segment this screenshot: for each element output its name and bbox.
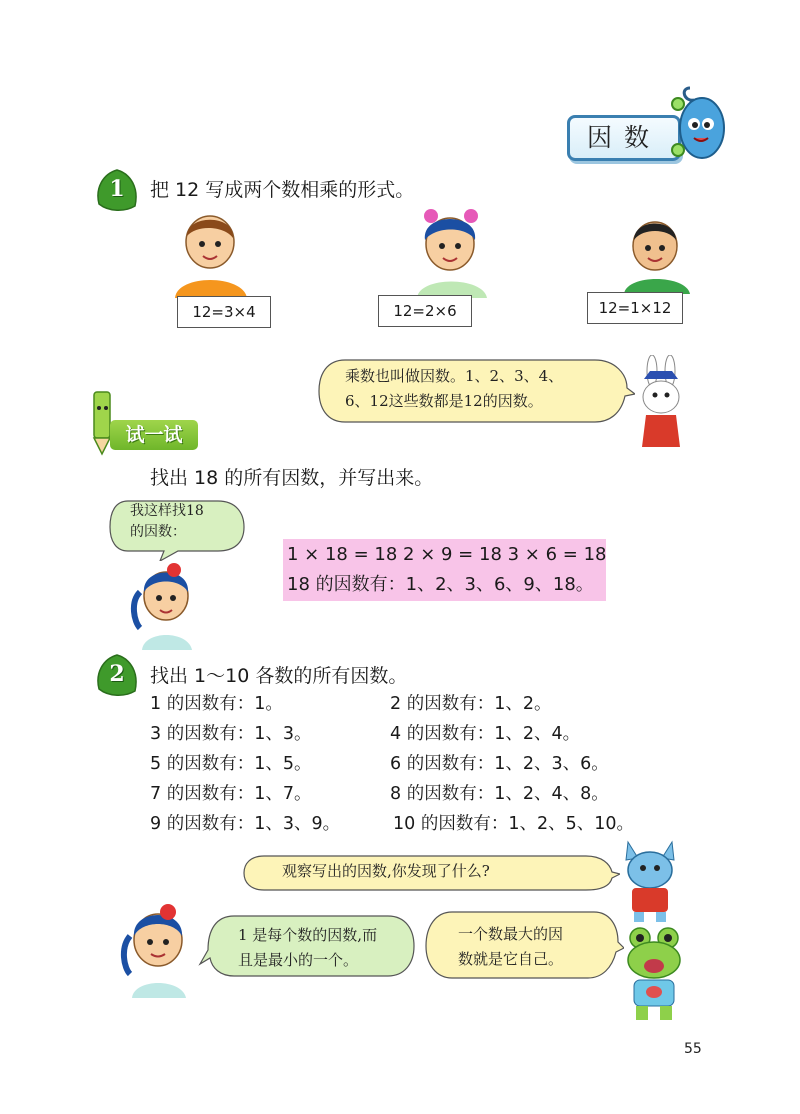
frog-bubble-line-2: 数就是它自己。 [458, 950, 564, 968]
girl-3-illustration [118, 902, 198, 998]
girl-2-illustration [130, 562, 200, 650]
girl-bubble2-line-2: 且是最小的一个。 [238, 951, 359, 969]
computer-mouse-mascot [660, 84, 730, 168]
girl-bubble-line-2: 的因数： [130, 524, 186, 540]
rabbit-illustration [630, 355, 692, 447]
card-12-3x4: 12=3×4 [177, 296, 271, 328]
factors-1: 1 的因数有：1。 [150, 694, 283, 714]
try-it-label: 试一试 [125, 424, 183, 446]
page-title: 因数 [586, 123, 661, 152]
rabbit-bubble-line-2: 6、12这些数都是12的因数。 [345, 392, 543, 410]
factors-9: 9 的因数有：1、3、9。 [150, 814, 341, 834]
rabbit-bubble-line-1: 乘数也叫做因数。1、2、3、4、 [345, 367, 564, 385]
girl-bubble2-line-1: 1 是每个数的因数,而 [238, 926, 378, 944]
try-it-banner [110, 420, 198, 450]
question-2-leaf-badge [95, 653, 139, 697]
factors-2: 2 的因数有：1、2。 [390, 694, 552, 714]
question-1-leaf-badge [95, 168, 139, 212]
frog-illustration [620, 926, 690, 1024]
factors-4: 4 的因数有：1、2、4。 [390, 724, 581, 744]
factors-3: 3 的因数有：1、3。 [150, 724, 312, 744]
factors-of-18-work: 1 × 18 = 18 2 × 9 = 18 3 × 6 = 18 [287, 544, 607, 565]
try-instruction: 找出 18 的所有因数，并写出来。 [150, 467, 434, 489]
boy-1-illustration [165, 208, 275, 298]
factors-of-18-result: 18 的因数有：1、2、3、6、9、18。 [287, 574, 594, 595]
factors-8: 8 的因数有：1、2、4、8。 [390, 784, 609, 804]
cat-illustration [618, 836, 682, 924]
girl-1-illustration [395, 204, 505, 298]
factors-7: 7 的因数有：1、7。 [150, 784, 312, 804]
cat-bubble-text: 观察写出的因数,你发现了什么? [282, 862, 490, 880]
question-2-text: 找出 1～10 各数的所有因数。 [150, 665, 408, 687]
factors-10: 10 的因数有：1、2、5、10。 [393, 814, 635, 834]
factors-5: 5 的因数有：1、5。 [150, 754, 312, 774]
factors-6: 6 的因数有：1、2、3、6。 [390, 754, 609, 774]
boy-2-illustration [610, 214, 700, 294]
card-12-2x6: 12=2×6 [378, 295, 472, 327]
question-1-text: 把 12 写成两个数相乘的形式。 [150, 179, 415, 201]
factors-of-18-box [283, 539, 606, 601]
question-2-number: 2 [109, 661, 125, 687]
question-1-number: 1 [109, 176, 125, 202]
page-number: 55 [684, 1041, 702, 1057]
frog-bubble-line-1: 一个数最大的因 [458, 925, 564, 943]
girl-bubble-line-1: 我这样找18 [130, 503, 204, 519]
card-12-1x12: 12=1×12 [587, 292, 683, 324]
